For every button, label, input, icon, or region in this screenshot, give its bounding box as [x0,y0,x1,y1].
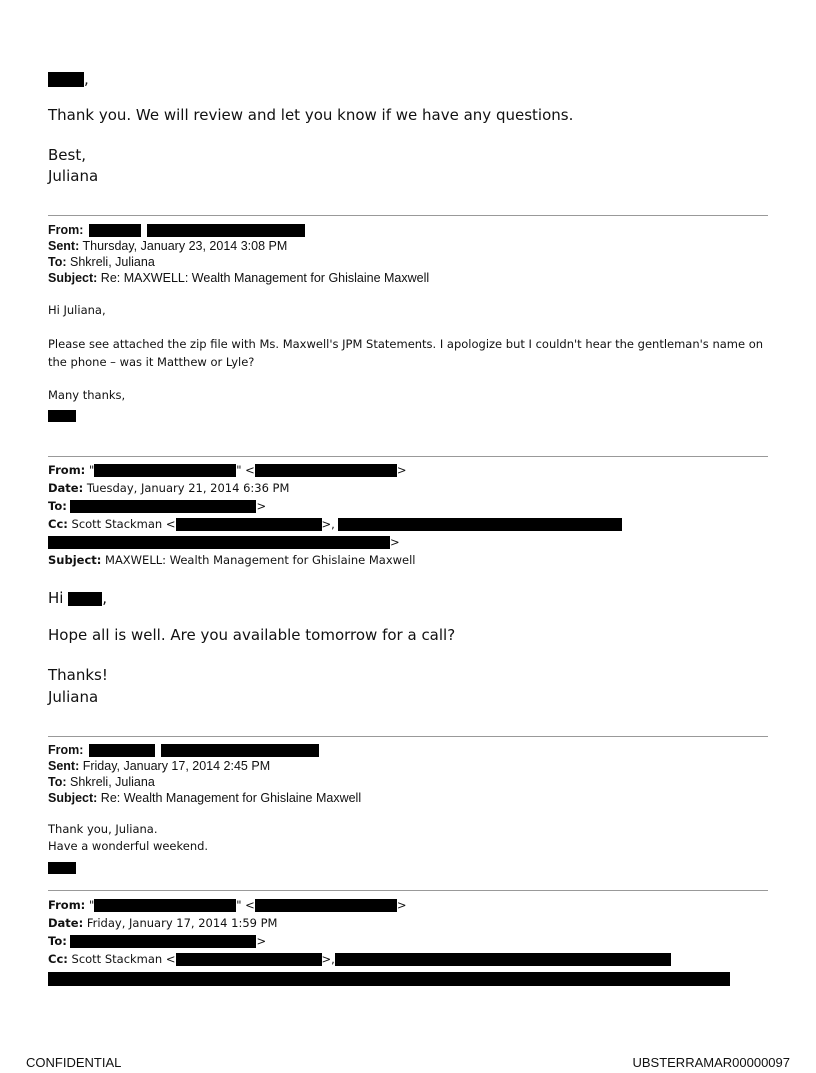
email3-signature: Juliana [48,688,99,706]
redaction-block [161,744,319,757]
subject-value: MAXWELL: Wealth Management for Ghislaine Maxwell [105,553,416,567]
redaction-block [89,744,155,757]
from-label: From: [48,463,86,477]
email3-date-row [48,479,289,497]
to-label: To: [48,255,67,269]
date-label: Date: [48,481,84,495]
date-value: Tuesday, January 21, 2014 6:36 PM [86,481,290,495]
email3-cc-row: Cc: Scott Stackman < >, [48,515,622,533]
date-value: Friday, January 17, 2014 1:59 PM [86,916,278,930]
cc-label: Cc: [48,517,68,531]
greeting-suffix: , [84,70,89,88]
sent-label: Sent: [48,239,80,253]
to-value: Shkreli, Juliana [70,775,155,789]
redaction-block [94,899,236,912]
redaction-block [255,464,397,477]
to-value: Shkreli, Juliana [70,255,155,269]
email2-body-line1: Please see attached the zip file with Ms. Maxwell's JPM Statements. I apologize but I couldn't hear the gentleman's name on [48,337,764,351]
email1-signature: Juliana [48,167,99,185]
redaction-block [94,464,236,477]
email3-from-row: From: " " < > [48,463,407,477]
subject-label: Subject: [48,271,98,285]
redaction-block [176,518,322,531]
email3-to-row: To: > [48,499,267,513]
redaction-block [176,953,322,966]
divider [48,215,768,216]
email4-subject-row [48,789,361,807]
to-label: To: [48,934,67,948]
email3-body: Hope all is well. Are you available tomorrow for a call? [48,626,456,644]
email5-from-row: From: " " < > [48,898,407,912]
cc-value: Scott Stackman < [71,517,176,531]
sent-value: Thursday, January 23, 2014 3:08 PM [82,239,288,253]
date-label: Date: [48,916,84,930]
email1-greeting [48,68,89,90]
email2-closing: Many thanks, [48,388,126,402]
redaction-block [48,862,76,874]
redaction-block [255,899,397,912]
subject-label: Subject: [48,553,102,567]
from-label: From: [48,223,84,237]
email2-body-line2: the phone – was it Matthew or Lyle? [48,355,255,369]
subject-value: Re: MAXWELL: Wealth Management for Ghislaine Maxwell [100,271,430,285]
from-label: From: [48,898,86,912]
email3-cc-row2: > [48,533,400,551]
email2-subject-row [48,269,429,287]
email5-to-row: To: > [48,934,267,948]
email3-subject-row [48,551,416,569]
redaction-block [48,972,730,986]
from-label: From: [48,743,84,757]
divider [48,736,768,737]
email4-body-line1: Thank you, Juliana. [48,822,158,836]
email1-body: Thank you. We will review and let you know if we have any questions. [48,106,574,124]
to-label: To: [48,775,67,789]
email4-body-line2: Have a wonderful weekend. [48,839,209,853]
cc-label: Cc: [48,952,68,966]
redaction-block [48,536,390,549]
email5-cc-row2 [48,970,730,988]
email5-date-row [48,914,277,932]
redaction-block [70,500,256,513]
cc-value: Scott Stackman < [71,952,176,966]
redaction-block [147,224,305,237]
sent-value: Friday, January 17, 2014 2:45 PM [82,759,271,773]
redaction-block [68,592,102,606]
redaction-block [70,935,256,948]
redaction-block [338,518,622,531]
redaction-block [48,72,84,87]
email2-signature [48,407,76,425]
email1-closing: Best, [48,146,86,164]
footer-bates-number: UBSTERRAMAR00000097 [632,1055,790,1070]
redaction-block [335,953,671,966]
email3-closing: Thanks! [48,666,108,684]
to-label: To: [48,499,67,513]
email2-greeting: Hi Juliana, [48,303,106,317]
subject-value: Re: Wealth Management for Ghislaine Maxwell [100,791,362,805]
footer-confidential: CONFIDENTIAL [26,1055,122,1070]
divider [48,456,768,457]
redaction-block [89,224,141,237]
email5-cc-row: Cc: Scott Stackman < >, [48,950,671,968]
email4-signature [48,859,76,877]
subject-label: Subject: [48,791,98,805]
email3-greeting: Hi , [48,589,108,607]
redaction-block [48,410,76,422]
divider [48,890,768,891]
sent-label: Sent: [48,759,80,773]
